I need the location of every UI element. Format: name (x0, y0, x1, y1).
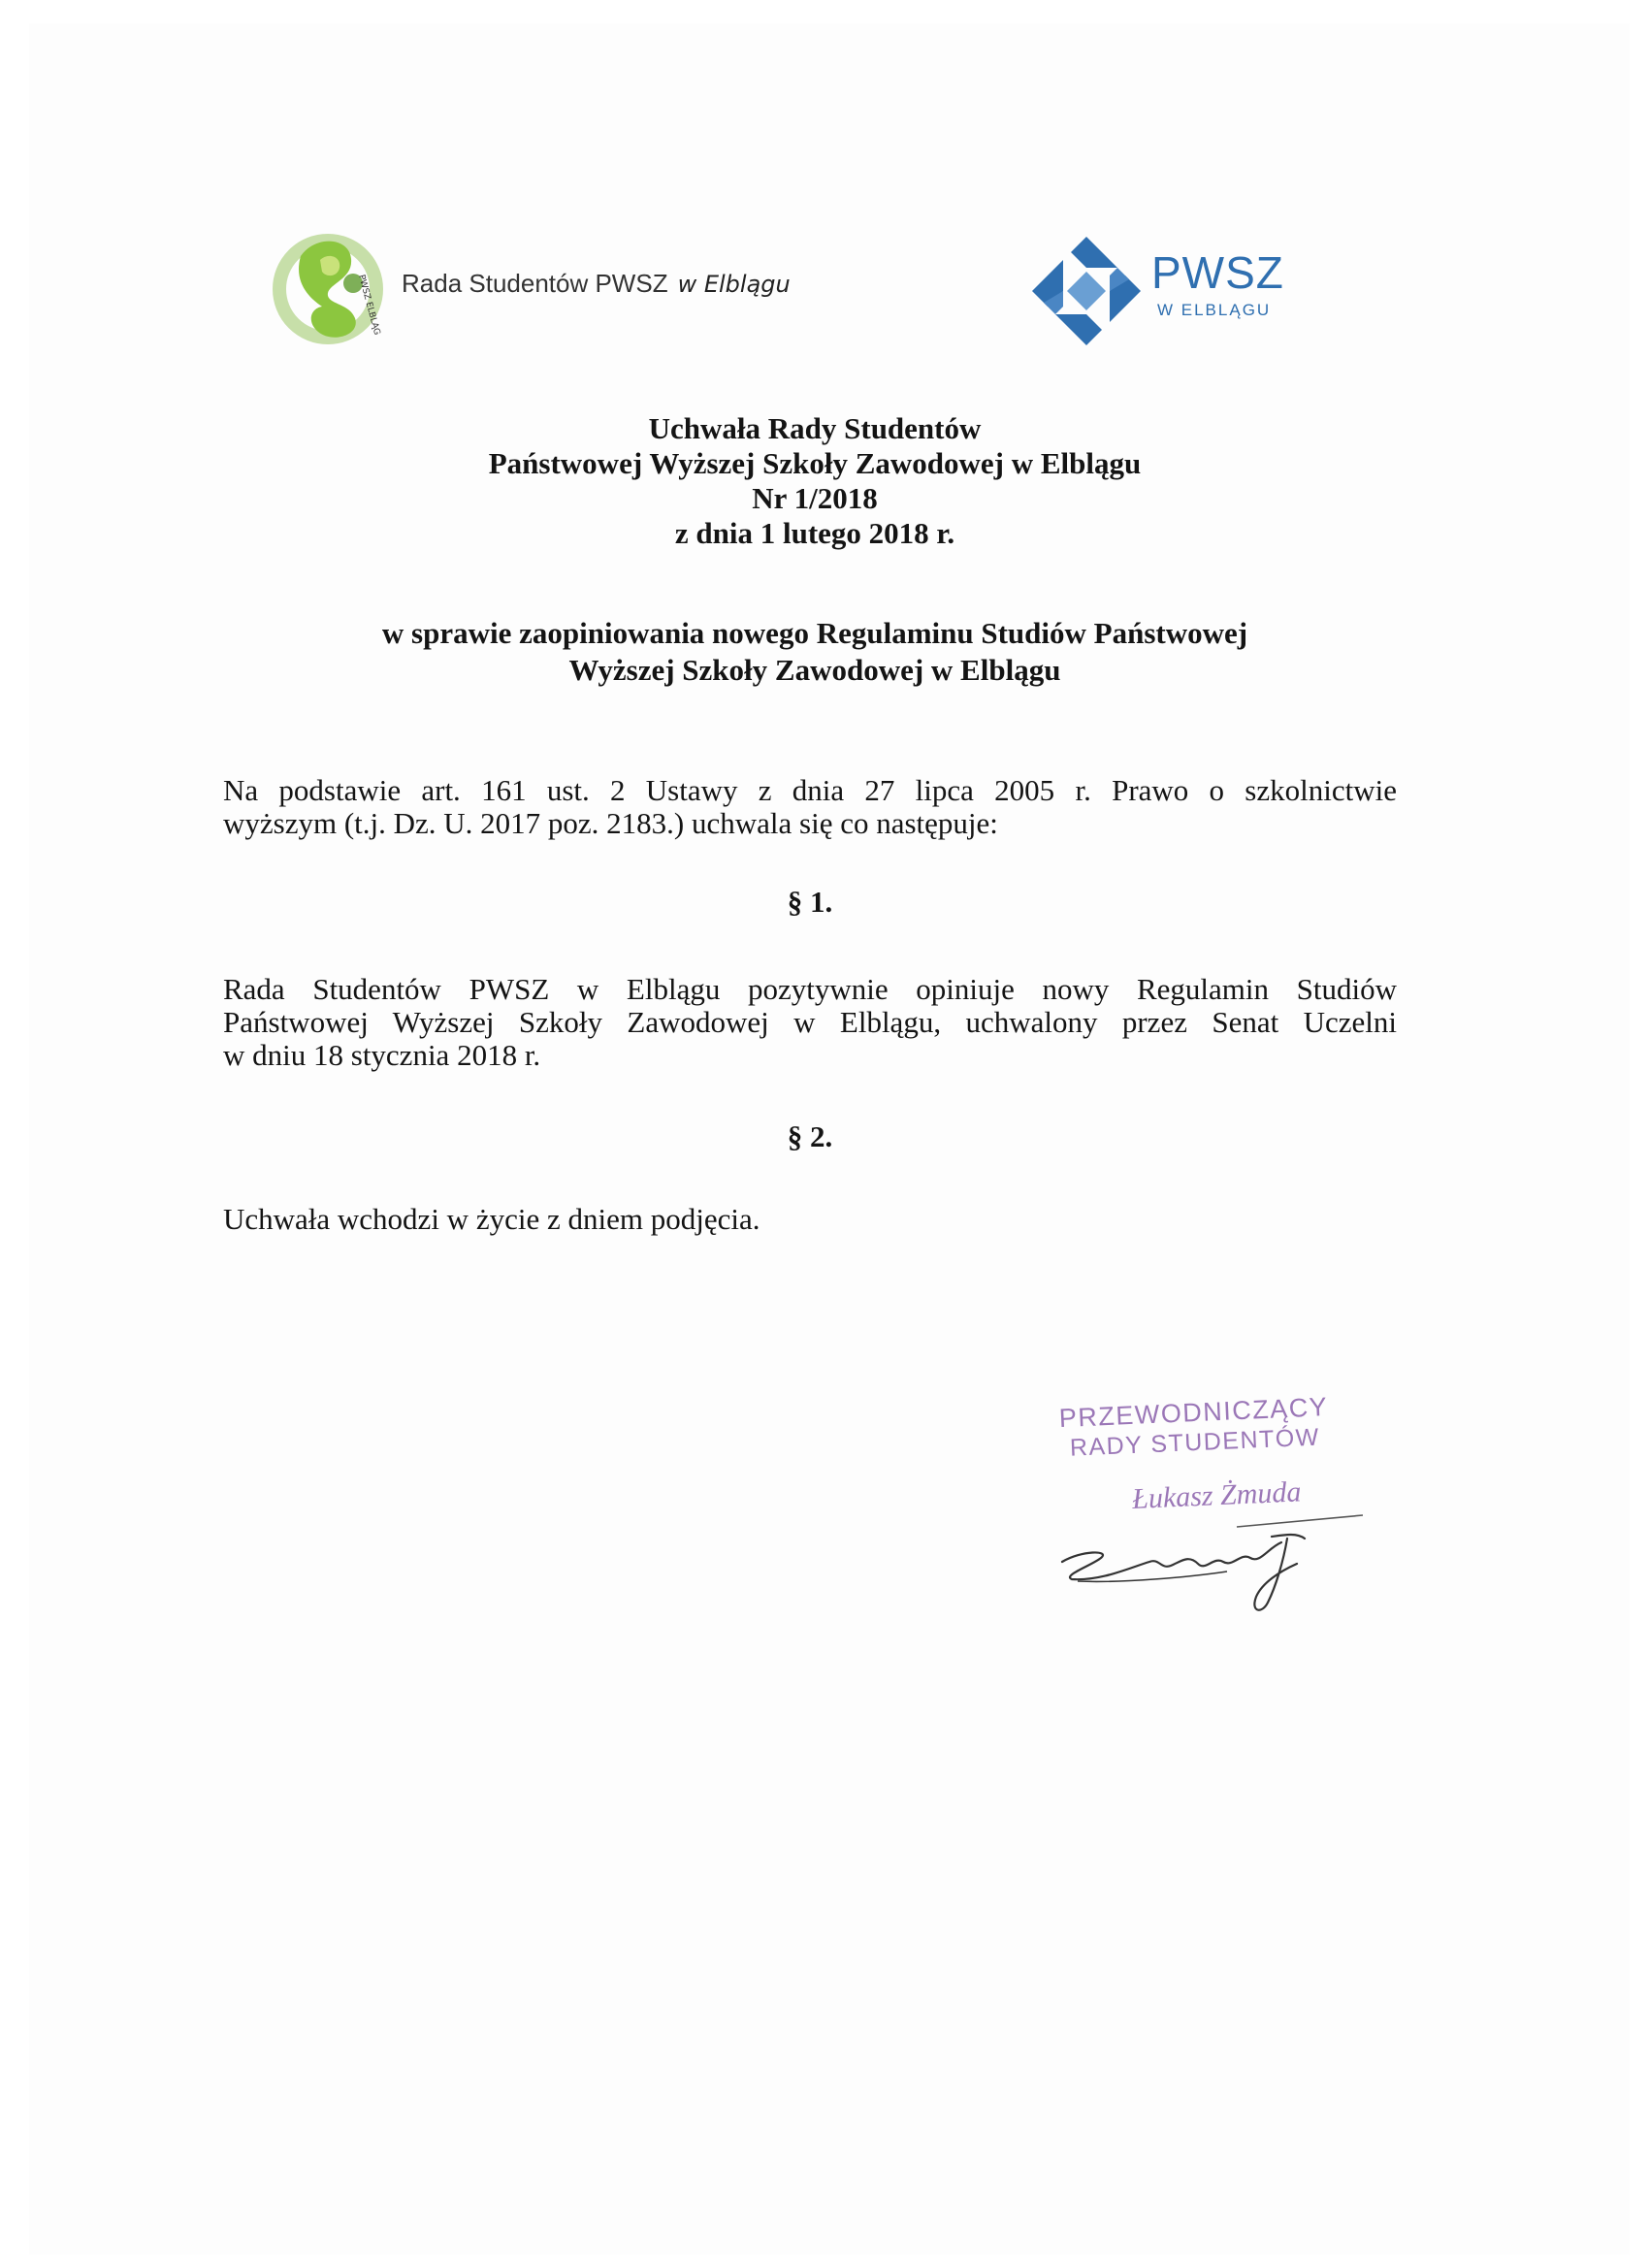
resolution-date: z dnia 1 lutego 2018 r. (674, 516, 955, 550)
title-line-2: Państwowej Wyższej Szkoły Zawodowej w Elblągu (488, 446, 1142, 480)
section-2-line-1: Uchwała wchodzi w życie z dniem podjęcia. (223, 1202, 760, 1236)
legal-basis-paragraph (223, 774, 1397, 840)
rada-studentow-caption (402, 269, 791, 299)
stamp-name: Łukasz Żmuda (1131, 1475, 1303, 1515)
rs-caption-printed: Rada Studentów PWSZ (402, 269, 668, 298)
resolution-number: Nr 1/2018 (752, 481, 878, 515)
subject-line-1: w sprawie zaopiniowania nowego Regulaminu Studiów Państwowej (381, 616, 1248, 650)
rs-caption-handwritten: w Elblągu (677, 271, 791, 298)
stamp-title-line-1: PRZEWODNICZĄCY (1058, 1392, 1329, 1434)
pwsz-logo-city: W ELBLĄGU (1157, 301, 1272, 319)
subject-line-2: Wyższej Szkoły Zawodowej w Elblągu (568, 653, 1061, 687)
pwsz-logo-mark (1028, 233, 1145, 349)
legal-basis-line-2: wyższym (t.j. Dz. U. 2017 poz. 2183.) uchwala się co następuje: (223, 806, 998, 840)
rs-logo-ring-text: PWSZ ELBLĄG (356, 274, 382, 337)
resolution-title (223, 411, 1406, 551)
rada-studentow-logo (272, 225, 388, 351)
section-2-heading: § 2. (787, 1119, 833, 1153)
handwritten-signature (1043, 1494, 1363, 1620)
pwsz-logo-name: PWSZ (1151, 247, 1284, 298)
section-1-paragraph (223, 973, 1397, 1072)
legal-basis-line-1: Na podstawie art. 161 ust. 2 Ustawy z dnia 27 lipca 2005 r. Prawo o szkolnictwie (223, 773, 1397, 807)
title-line-1: Uchwała Rady Studentów (648, 411, 982, 445)
section-1-line-1: Rada Studentów PWSZ w Elblągu pozytywnie opiniuje nowy Regulamin Studiów (223, 972, 1397, 1006)
resolution-subject (223, 615, 1406, 689)
stamp-title-line-2: RADY STUDENTÓW (1069, 1423, 1321, 1462)
section-1-heading: § 1. (787, 885, 833, 919)
section-1-line-3: w dniu 18 stycznia 2018 r. (223, 1038, 541, 1072)
section-1-line-2: Państwowej Wyższej Szkoły Zawodowej w Elblągu, uchwalony przez Senat Uczelni (223, 1005, 1397, 1039)
section-2-paragraph (223, 1203, 1397, 1236)
